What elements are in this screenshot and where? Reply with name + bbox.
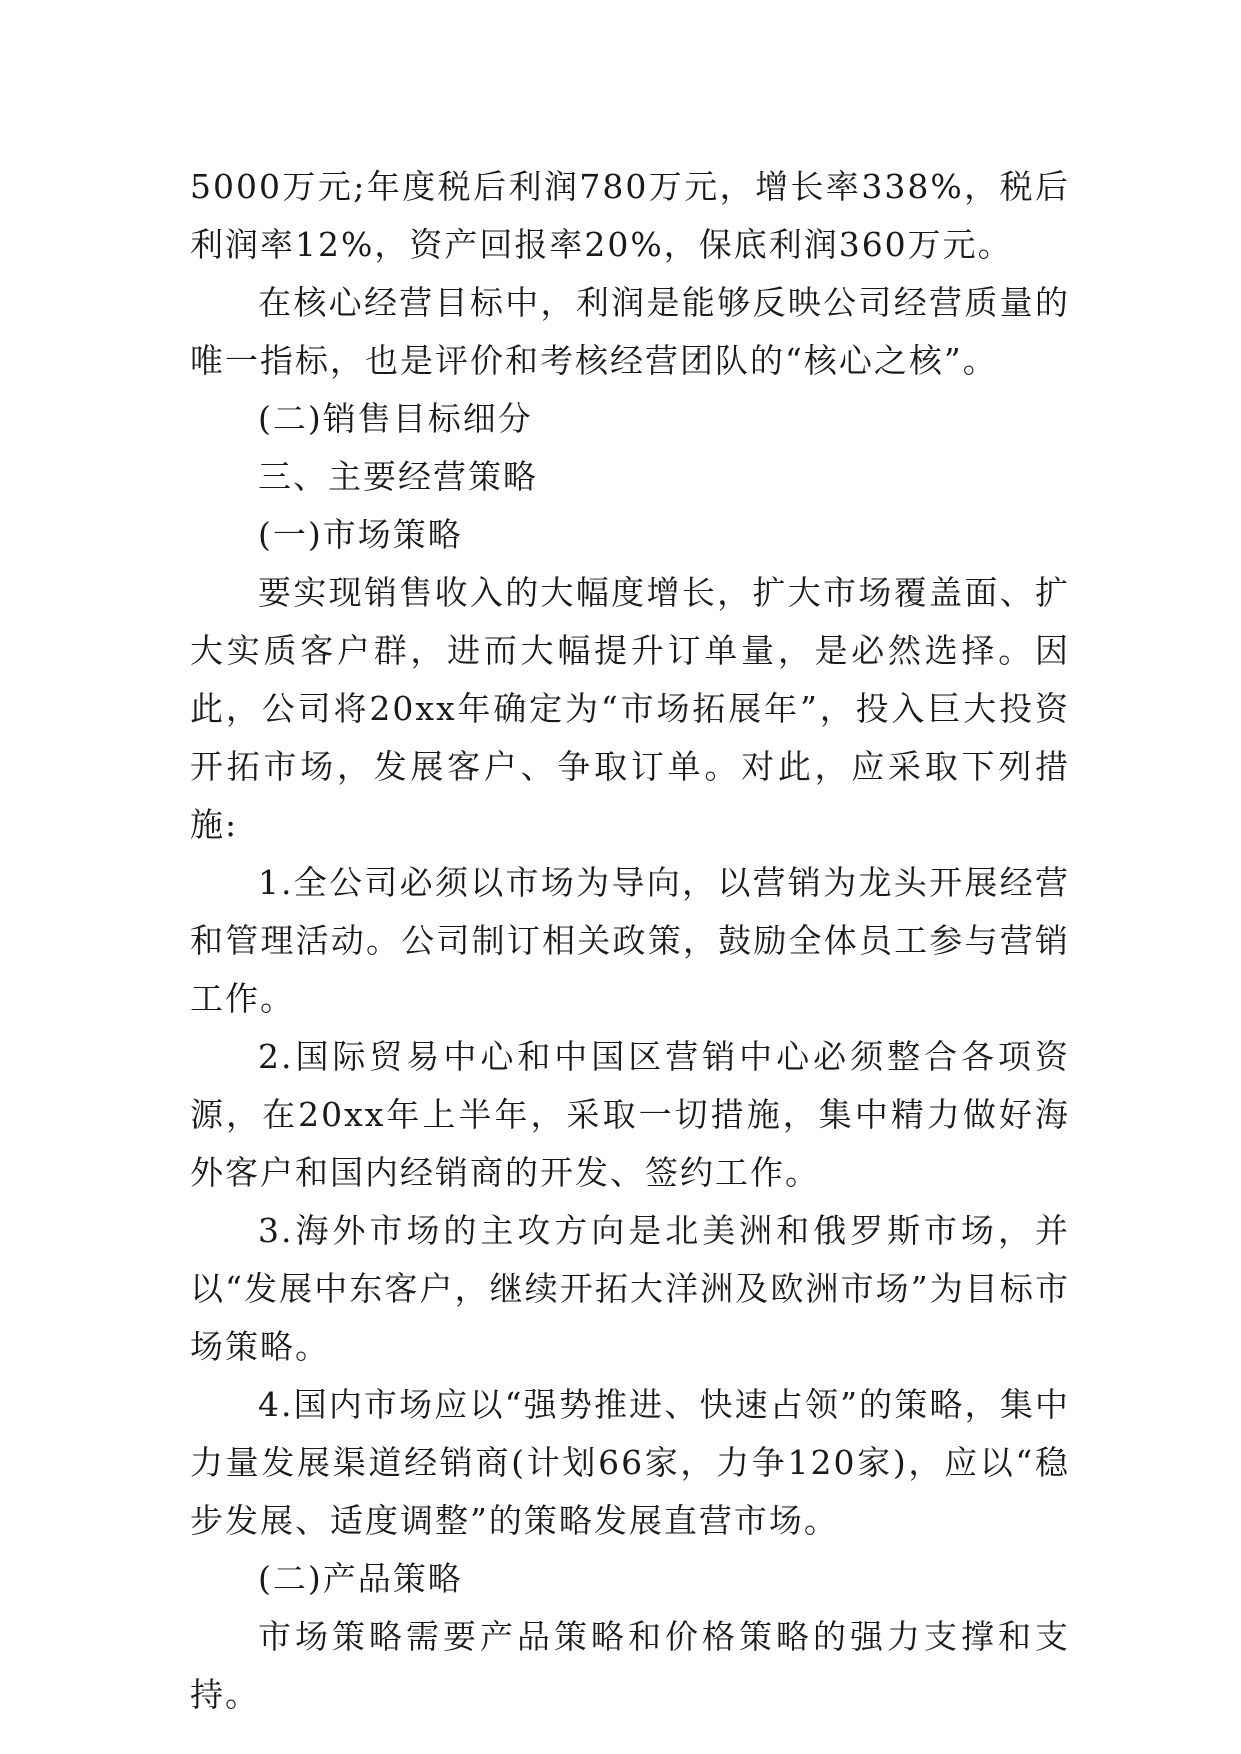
document-page bbox=[190, 158, 1070, 1724]
heading-main-strategies: 三、主要经营策略 bbox=[258, 457, 538, 496]
heading-sales-target-breakdown: (二)销售目标细分 bbox=[258, 399, 533, 438]
heading-product-strategy: (二)产品策略 bbox=[258, 1559, 463, 1598]
list-item-2: 2.国际贸易中心和中国区营销中心必须整合各项资源，在20xx年上半年，采取一切措施，集中精力做好海外客户和国内经销商的开发、签约工作。 bbox=[190, 1037, 1070, 1192]
paragraph-market-expansion: 要实现销售收入的大幅度增长，扩大市场覆盖面、扩大实质客户群，进而大幅提升订单量，是必然选择。因此，公司将20xx年确定为“市场拓展年”，投入巨大投资开拓市场，发展客户、争取订单。对此，应采取下列措施: bbox=[190, 573, 1070, 844]
paragraph-core-objective: 在核心经营目标中，利润是能够反映公司经营质量的唯一指标，也是评价和考核经营团队的“核心之核”。 bbox=[190, 283, 1070, 380]
paragraph-product-support: 市场策略需要产品策略和价格策略的强力支撑和支持。 bbox=[190, 1617, 1070, 1714]
list-item-1: 1.全公司必须以市场为导向，以营销为龙头开展经营和管理活动。公司制订相关政策，鼓励全体员工参与营销工作。 bbox=[190, 863, 1070, 1018]
list-item-3: 3.海外市场的主攻方向是北美洲和俄罗斯市场，并以“发展中东客户，继续开拓大洋洲及欧洲市场”为目标市场策略。 bbox=[190, 1211, 1070, 1366]
heading-market-strategy: (一)市场策略 bbox=[258, 515, 463, 554]
paragraph-profit-targets: 5000万元;年度税后利润780万元，增长率338%，税后利润率12%，资产回报率20%，保底利润360万元。 bbox=[190, 167, 1070, 264]
list-item-4: 4.国内市场应以“强势推进、快速占领”的策略，集中力量发展渠道经销商(计划66家，力争120家)，应以“稳步发展、适度调整”的策略发展直营市场。 bbox=[190, 1385, 1070, 1540]
